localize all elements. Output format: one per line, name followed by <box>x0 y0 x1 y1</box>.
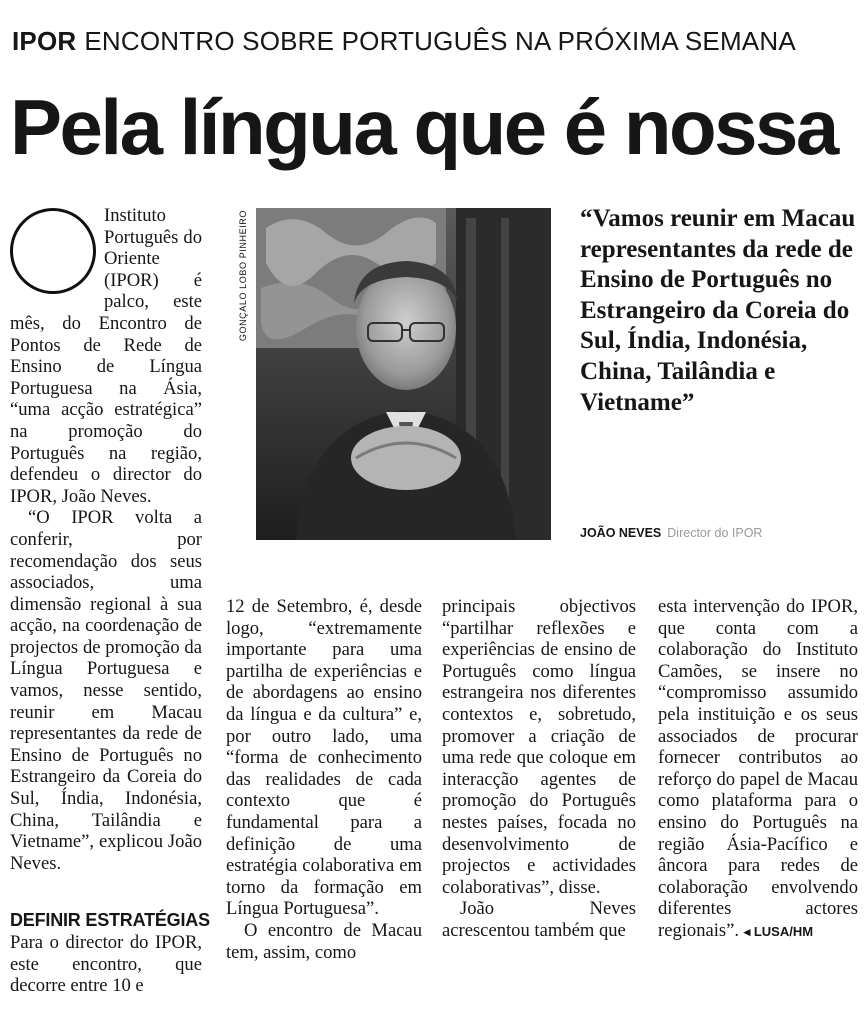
article-column-2 <box>226 596 422 963</box>
article-paragraph-text: esta intervenção do IPOR, que conta com a colaboração do Instituto Camões, se insere no “compromisso assumido pela instituição e os seus associados de procurar fornecer contributos ao reforço do papel de Macau como plataforma para o ensino do Português na região Ásia-Pacífico e âncora para redes de colaboração envolvendo diferentes actores regionais”. <box>658 596 858 941</box>
headline: Pela língua que é nossa <box>10 83 837 171</box>
article-column-1-tail <box>10 932 202 997</box>
quote-author-role: Director do IPOR <box>667 526 763 540</box>
kicker-text: ENCONTRO SOBRE PORTUGUÊS NA PRÓXIMA SEMANA <box>84 26 796 56</box>
portrait-photo <box>256 208 551 540</box>
article-column-4 <box>658 596 858 943</box>
article-paragraph: “O IPOR volta a conferir, por recomendação dos seus associados, uma dimensão regional à sua acção, na coordenação de projectos de promoção da Língua Portuguesa e vamos, nesse sentido, reunir em Macau representantes da rede de Ensino de Português no Estrangeiro da Coreia do Sul, Índia, Indonésia, China, Tailândia e Vietname”, explicou João Neves. <box>10 507 202 874</box>
quote-author: JOÃO NEVES <box>580 526 662 540</box>
photo-credit: GONÇALO LOBO PINHEIRO <box>238 210 248 342</box>
kicker-brand: IPOR <box>12 26 77 56</box>
article-lead-paragraph: Instituto Português do Oriente (IPOR) é palco, este mês, do Encontro de Pontos de Rede de Ensino de Língua Portuguesa na Ásia, “uma acção estratégica” na promoção do Português na região, defendeu o director do IPOR, João Neves. <box>10 205 202 507</box>
article-paragraph: João Neves acrescentou também que <box>442 898 636 941</box>
section-subhead: DEFINIR ESTRATÉGIAS <box>10 910 210 930</box>
kicker <box>12 26 796 56</box>
quote-attribution <box>580 526 762 540</box>
article-column-3 <box>442 596 636 942</box>
article-paragraph: 12 de Setembro, é, desde logo, “extremamente importante para uma partilha de experiências e de abordagens ao ensino da língua e da cultura” e, por outro lado, uma “forma de conhecimento das realidades de cada contexto que é fundamental para a definição de uma estratégia colaborativa em torno da formação em Língua Portuguesa”. <box>226 596 422 920</box>
source-credit: ◂ LUSA/HM <box>743 923 814 939</box>
article-column-1 <box>10 205 202 874</box>
article-paragraph: principais objectivos “partilhar reflexões e experiências de ensino de Português como língua estrangeira nos diferentes contextos e, sobretudo, promover a criação de uma rede que coloque em interacção agentes de promoção do Português nestes países, focada no desenvolvimento de projectos e actividades colaborativas”, disse. <box>442 596 636 898</box>
article-paragraph: Para o director do IPOR, este encontro, que decorre entre 10 e <box>10 932 202 997</box>
article-paragraph <box>658 596 858 943</box>
article-paragraph: O encontro de Macau tem, assim, como <box>226 919 422 963</box>
pull-quote: “Vamos reunir em Macau representantes da rede de Ensino de Português no Estrangeiro da Coreia do Sul, Índia, Indonésia, China, Tailândia e Vietname” <box>580 205 856 416</box>
portrait-image <box>256 208 551 540</box>
